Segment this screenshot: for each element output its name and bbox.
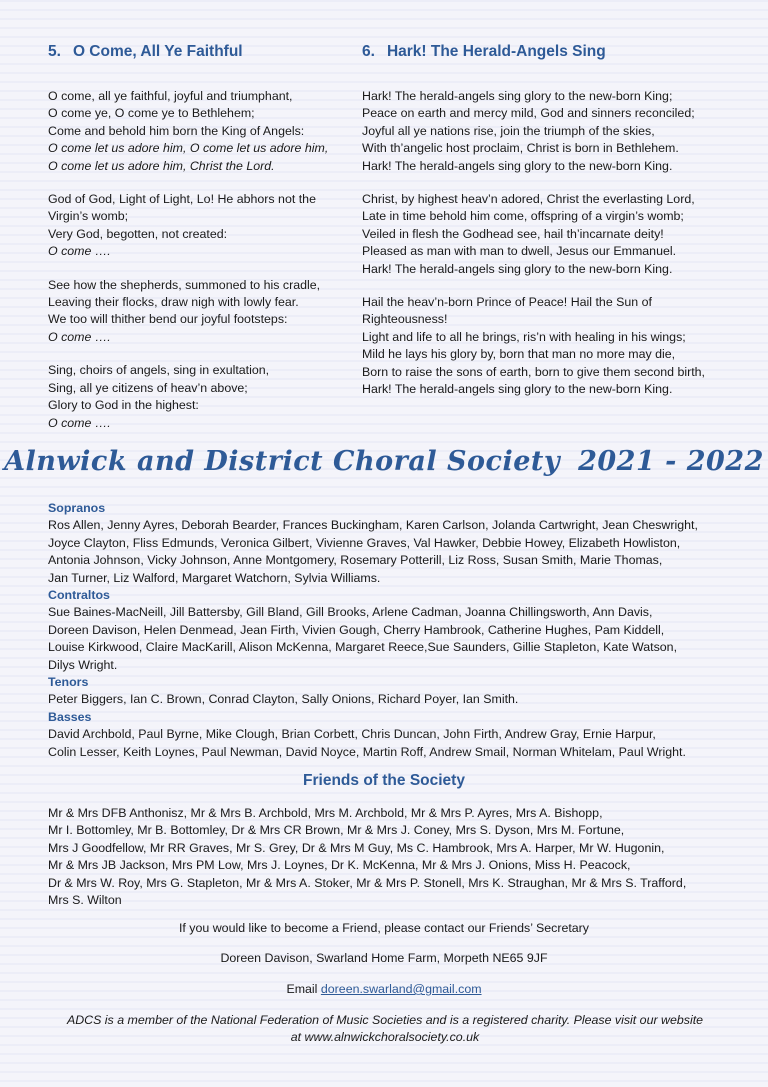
contact-address: Doreen Davison, Swarland Home Farm, Morpeth NE65 9JF — [220, 951, 548, 965]
verse-line: O come …. — [48, 244, 111, 259]
voice-section-heading: Basses — [48, 709, 92, 724]
verse-line: O come ye, O come ye to Bethlehem; — [48, 106, 255, 121]
verse-line: Virgin’s womb; — [48, 209, 129, 224]
member-names-line: Doreen Davison, Helen Denmead, Jean Firth, Vivien Gough, Cherry Hambrook, Catherine Hughes, Pam Kiddell, — [48, 622, 665, 637]
verse-line: Joyful all ye nations rise, join the triumph of the skies, — [362, 123, 655, 138]
verse-line: Hark! The herald-angels sing glory to the new-born King. — [362, 261, 673, 276]
verse-line: We too will thither bend our joyful footsteps: — [48, 312, 288, 327]
society-banner — [0, 446, 768, 477]
verse-line: O come let us adore him, O come let us adore him, — [48, 141, 329, 156]
verse-line: O come …. — [48, 329, 111, 344]
society-name: Alnwick and District Choral Society — [4, 446, 561, 477]
hymn-6 — [362, 42, 734, 415]
verse — [48, 88, 348, 175]
member-names-line: Sue Baines-MacNeill, Jill Battersby, Gill Bland, Gill Brooks, Arlene Cadman, Joanna Chillingsworth, Ann Davis, — [48, 605, 653, 620]
voice-section-heading: Tenors — [48, 675, 89, 690]
verse — [48, 191, 348, 261]
contact-intro: If you would like to become a Friend, please contact our Friends’ Secretary — [178, 921, 589, 935]
member-names-line: Ros Allen, Jenny Ayres, Deborah Bearder, Frances Buckingham, Karen Carlson, Jolanda Cartwright, Jean Cheswright, — [48, 518, 698, 533]
verse — [48, 362, 348, 432]
member-names-line: Colin Lesser, Keith Loynes, Paul Newman, David Noyce, Martin Roff, Andrew Smail, Norman Whitelam, Paul Wright. — [48, 744, 686, 759]
hymn-5-title — [48, 42, 348, 62]
verse-line: Light and life to all he brings, ris’n with healing in his wings; — [362, 329, 686, 344]
member-names-line: Antonia Johnson, Vicky Johnson, Anne Montgomery, Rosemary Potterill, Liz Ross, Susan Smith, Marie Thomas, — [48, 553, 663, 568]
email-label: Email — [286, 982, 318, 996]
member-names-line: David Archbold, Paul Byrne, Mike Clough, Brian Corbett, Chris Duncan, John Firth, Andrew Gray, Ernie Harpur, — [48, 727, 656, 742]
friends-names-line: Dr & Mrs W. Roy, Mrs G. Stapleton, Mr & Mrs A. Stoker, Mr & Mrs P. Stonell, Mrs K. Straughan, Mr & Mrs S. Trafford, — [48, 875, 687, 890]
hymn-number: 6. — [362, 43, 375, 60]
verse-line: Born to raise the sons of earth, born to give them second birth, — [362, 364, 705, 379]
verse-line: Glory to God in the highest: — [48, 398, 199, 413]
hymn-6-title — [362, 42, 734, 62]
friends-names-line: Mrs S. Wilton — [48, 893, 122, 908]
hymn-number: 5. — [48, 43, 61, 60]
verse-line: Hark! The herald-angels sing glory to the new-born King. — [362, 158, 673, 173]
verse-line: Hail the heav’n-born Prince of Peace! Hail the Sun of — [362, 295, 652, 310]
friends-names-line: Mrs J Goodfellow, Mr RR Graves, Mr S. Grey, Dr & Mrs M Guy, Ms C. Hambrook, Mrs A. Harper, Mr W. Hugonin, — [48, 840, 665, 855]
verse-line: Hark! The herald-angels sing glory to the new-born King; — [362, 89, 673, 103]
footer-note — [40, 1012, 730, 1047]
hymn-5-verses — [48, 88, 348, 432]
friends-title: Friends of the Society — [303, 772, 465, 789]
voice-section-heading: Contraltos — [48, 588, 110, 603]
footer-line-1: ADCS is a member of the National Federation of Music Societies and is a registered charity. Please visit our website — [66, 1013, 704, 1027]
verse-line: Sing, choirs of angels, sing in exultation, — [48, 363, 270, 378]
verse-line: O come …. — [48, 415, 111, 430]
friends-names-line: Mr & Mrs DFB Anthonisz, Mr & Mrs B. Archbold, Mrs M. Archbold, Mr & Mrs P. Ayres, Mrs A. Bishopp, — [48, 806, 603, 820]
friends-names-line: Mr I. Bottomley, Mr B. Bottomley, Dr & Mrs CR Brown, Mr & Mrs J. Coney, Mrs S. Dyson, Mrs M. Fortune, — [48, 823, 625, 838]
verse-line: Veiled in flesh the Godhead see, hail th’incarnate deity! — [362, 226, 664, 241]
hymn-title-text: Hark! The Herald-Angels Sing — [386, 43, 606, 60]
hymn-title-text: O Come, All Ye Faithful — [72, 43, 243, 60]
verse-line: Hark! The herald-angels sing glory to the new-born King. — [362, 382, 673, 397]
verse-line: God of God, Light of Light, Lo! He abhors not the — [48, 192, 316, 207]
email-link[interactable]: doreen.swarland@gmail.com — [320, 982, 482, 996]
verse-line: O come, all ye faithful, joyful and triumphant, — [48, 89, 293, 103]
verse-line: O come let us adore him, Christ the Lord. — [48, 158, 275, 173]
verse-line: Christ, by highest heav’n adored, Christ the everlasting Lord, — [362, 192, 695, 207]
member-names-line: Louise Kirkwood, Claire MacKarill, Alison McKenna, Margaret Reece,Sue Saunders, Gillie Stapleton, Kate Watson, — [48, 640, 678, 655]
verse-line: With th’angelic host proclaim, Christ is born in Bethlehem. — [362, 141, 679, 156]
verse-line: Leaving their flocks, draw nigh with lowly fear. — [48, 295, 299, 310]
hymn-5 — [48, 42, 348, 448]
footer-line-2: at www.alnwickchoralsociety.co.uk — [290, 1030, 480, 1045]
contact-email-line — [0, 982, 768, 996]
verse-line: Peace on earth and mercy mild, God and sinners reconciled; — [362, 106, 695, 121]
verse — [362, 191, 734, 278]
verse-line: Sing, all ye citizens of heav’n above; — [48, 380, 248, 395]
verse-line: Pleased as man with man to dwell, Jesus our Emmanuel. — [362, 244, 677, 259]
verse — [48, 277, 348, 347]
season-years: 2021 - 2022 — [578, 446, 764, 477]
verse-line: Mild he lays his glory by, born that man no more may die, — [362, 347, 676, 362]
verse — [362, 294, 734, 398]
verse-line: Very God, begotten, not created: — [48, 226, 228, 241]
voice-section-heading: Sopranos — [48, 501, 106, 515]
verse-line: Righteousness! — [362, 312, 448, 327]
verse-line: Late in time behold him come, offspring of a virgin’s womb; — [362, 209, 684, 224]
hymn-6-verses — [362, 88, 734, 399]
verse-line: See how the shepherds, summoned to his cradle, — [48, 277, 321, 292]
member-names-line: Peter Biggers, Ian C. Brown, Conrad Clayton, Sally Onions, Richard Poyer, Ian Smith. — [48, 692, 519, 707]
member-names-line: Jan Turner, Liz Walford, Margaret Watchorn, Sylvia Williams. — [48, 570, 381, 585]
friends-list — [48, 805, 728, 909]
member-list — [48, 500, 728, 761]
member-names-line: Dilys Wright. — [48, 657, 118, 672]
verse — [362, 88, 734, 175]
friends-names-line: Mr & Mrs JB Jackson, Mrs PM Low, Mrs J. Loynes, Dr K. McKenna, Mr & Mrs J. Onions, Miss H. Peacock, — [48, 858, 631, 873]
member-names-line: Joyce Clayton, Fliss Edmunds, Veronica Gilbert, Vivienne Graves, Val Hawker, Debbie Howey, Elizabeth Howliston, — [48, 535, 681, 550]
verse-line: Come and behold him born the King of Angels: — [48, 123, 305, 138]
